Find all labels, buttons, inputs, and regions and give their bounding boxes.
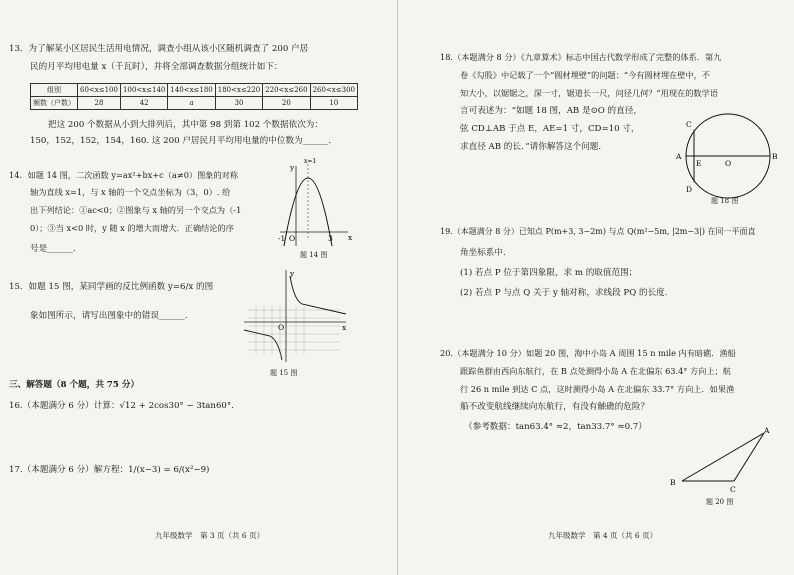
q13-line3: 把这 200 个数据从小到大排列后，其中第 98 到第 102 个数据依次为： [48, 120, 323, 130]
circle-figure [676, 110, 776, 198]
q20-line1: 20.（本题满分 10 分）如题 20 图，海中小岛 A 周围 15 n mile 内有暗礁．渔船 [440, 348, 736, 358]
table-cell: 42 [120, 97, 167, 110]
q18-line2: 卷《勾股》中记载了一个“圆材埋壁”的问题：“今有圆材埋在壁中，不 [460, 70, 710, 80]
label-o: O [725, 159, 732, 168]
q15-line2: 象如图所示，请写出图象中的错误______. [30, 311, 188, 321]
neg1-label: -1 [278, 234, 286, 243]
q20-line3: 行 26 n mile 到达 C 点，这时测得小岛 A 在北偏东 33.7° 方向上．如果渔 [460, 384, 735, 394]
q18-line1: 18.（本题满分 8 分）《九章算术》标志中国古代数学形成了完整的体系．第九 [440, 52, 722, 62]
table-cell: 20 [263, 97, 310, 110]
axis-label: x=1 [304, 158, 317, 165]
q14-line4: 0）；③当 x<0 时，y 随 x 的增大而增大．正确结论的序 [30, 223, 234, 233]
q20-line5: （参考数据：tan63.4° ≈2，tan33.7° ≈0.7） [464, 422, 647, 432]
label-a: A [764, 426, 770, 435]
label-b: B [772, 152, 778, 161]
q13-line2: 民的月平均用电量 x（千瓦时），并将全部调查数据分组统计如下： [30, 62, 283, 72]
q19-line2: 角坐标系中. [460, 248, 506, 258]
table-cell: a [168, 97, 215, 110]
frequency-table [30, 83, 358, 110]
table-row-label: 频数（户数） [31, 97, 78, 110]
origin-label: O [278, 323, 285, 332]
hyperbola-branch-right [290, 276, 346, 314]
y-label: y [290, 163, 295, 172]
label-c: C [686, 120, 692, 129]
left-footer: 九年级数学 第 3 页（共 6 页） [155, 531, 265, 540]
x-label: x [342, 323, 347, 332]
q20-line4: 船不改变航线继续向东航行，有没有触礁的危险？ [460, 402, 650, 412]
fig15-caption: 题 15 图 [270, 369, 298, 377]
q18-line3: 知大小，以锯锯之，深一寸，锯道长一尺，问径几何？”用现在的数学语 [460, 88, 718, 98]
table-cell: 10 [310, 97, 357, 110]
label-c: C [730, 485, 736, 494]
hyperbola-figure [240, 266, 350, 366]
grid-lines [248, 306, 340, 354]
q19-line3: (1) 若点 P 位于第四象限，求 m 的取值范围； [460, 268, 638, 278]
q13-line4: 150，152，152，154，160. 这 200 户居民月平均用电量的中位数为______. [30, 136, 332, 146]
right-footer: 九年级数学 第 4 页（共 6 页） [548, 531, 658, 540]
hyperbola-branch-left [244, 330, 282, 360]
label-a: A [676, 152, 682, 161]
table-header-cell: 180<x≤220 [215, 84, 262, 97]
table-cell: 30 [215, 97, 262, 110]
table-cell: 28 [78, 97, 121, 110]
table-header-cell: 140<x≤180 [168, 84, 215, 97]
q14-line3: 出下列结论：①ac<0；②图象与 x 轴的另一个交点为（-1 [30, 205, 242, 215]
q13-line1: 13．为了解某小区居民生活用电情况，调查小组从该小区随机调查了 200 户居 [9, 44, 309, 54]
fig14-caption: 题 14 图 [300, 251, 328, 259]
right-page [397, 0, 794, 575]
q14-line2: 轴为直线 x=1，与 x 轴的一个交点坐标为（3，0）. 给 [30, 187, 231, 197]
parabola-figure [276, 160, 356, 248]
q16-text: 16.（本题满分 6 分）计算：√12 + 2cos30° − 3tan60°. [9, 401, 234, 411]
fig20-caption: 题 20 图 [706, 498, 734, 506]
fig18-caption: 题 18 图 [711, 197, 739, 205]
label-e: E [696, 159, 702, 168]
side-ca [734, 433, 764, 481]
triangle-figure [668, 425, 778, 495]
x-label: x [348, 233, 353, 242]
origin-label: O [289, 234, 296, 243]
y-label: y [290, 269, 295, 278]
q15-line1: 15．如题 15 图，某同学画的反比例函数 y=6/x 的图 [9, 282, 214, 292]
q14-line5: 号是______. [30, 244, 76, 254]
q18-line5: 弦 CD⊥AB 于点 E，AE=1 寸，CD=10 寸， [460, 124, 640, 134]
table-header-row [31, 84, 358, 97]
q20-line2: 跟踪鱼群由西向东航行，在 B 点处测得小岛 A 在北偏东 63.4° 方向上；航 [460, 366, 731, 376]
side-ba [682, 433, 764, 481]
section3-heading: 三、解答题（8 个题，共 75 分） [9, 380, 140, 390]
three-label: 3 [328, 234, 333, 243]
q17-text: 17.（本题满分 6 分）解方程：1/(x−3) = 6/(x²−9) [9, 465, 210, 475]
table-header-cell: 260<x≤300 [310, 84, 357, 97]
table-header-cell: 60<x≤100 [78, 84, 121, 97]
label-b: B [670, 478, 676, 487]
q19-line4: (2) 若点 P 与点 Q 关于 y 轴对称，求线段 PQ 的长度. [460, 288, 668, 298]
table-row [31, 97, 358, 110]
q18-line4: 言可表述为：“如题 18 图，AB 是⊙O 的直径， [460, 106, 642, 116]
table-header-cell: 100<x≤140 [120, 84, 167, 97]
label-d: D [686, 185, 693, 194]
q14-line1: 14．如题 14 图，二次函数 y=ax²+bx+c（a≠0）图象的对称 [9, 170, 239, 180]
q19-line1: 19.（本题满分 8 分）已知点 P(m+3, 3−2m) 与点 Q(m²−5m, |2m−3|) 在同一平面直 [440, 227, 756, 236]
table-header-cell: 220<x≤260 [263, 84, 310, 97]
q18-line6: 求直径 AB 的长．”请你解答这个问题. [460, 142, 602, 152]
table-header-cell: 组别 [31, 84, 78, 97]
